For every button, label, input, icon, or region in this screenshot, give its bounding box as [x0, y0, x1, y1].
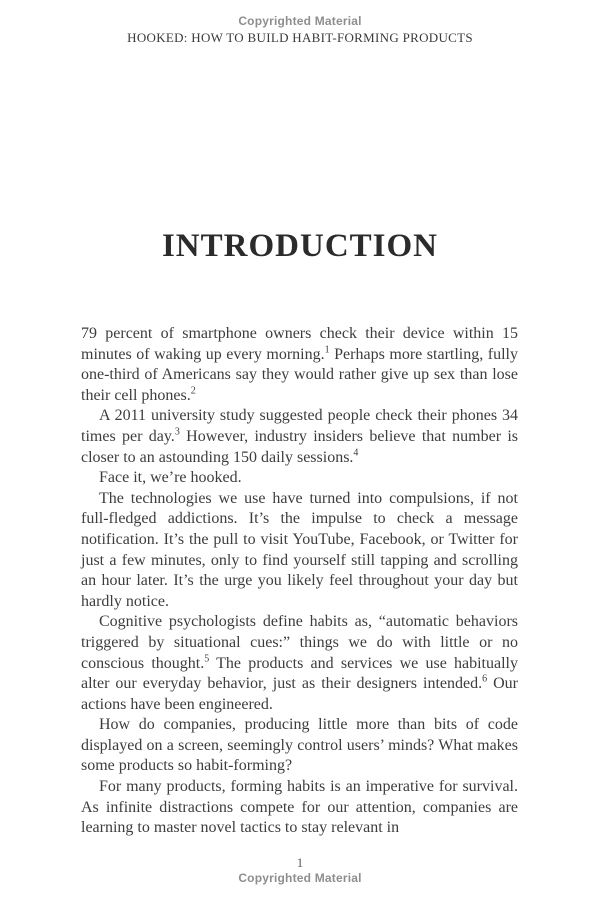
paragraph: The technologies we use have turned into compulsions, if not full-fledged addictions. It’s the impulse to check a message notification. It’s the pull to visit YouTube, Facebook, or Twitter for just a few minutes, only to find yourself still tapping and scrolling an hour later. It’s the urge you likely feel throughout your day but hardly notice. [81, 489, 518, 610]
footnote-reference: 5 [204, 653, 210, 665]
page-number: 1 [296, 855, 304, 870]
paragraph: 79 percent of smartphone owners check their device within 15 minutes of waking up every morning.$^1$ Perhaps more startling, fully one-third of Americans say they would rather give up sex than lose their cell phones.$^2$ [81, 325, 519, 404]
footnote-reference: 4 [353, 447, 359, 459]
running-header-title: HOOKED: HOW TO BUILD HABIT-FORMING PRODUCTS [127, 30, 473, 45]
paragraph: A 2011 university study suggested people check their phones 34 times per day.$^3$ However, industry insiders believe that number is closer to an astounding 150 daily sessions.$^4$ [81, 407, 519, 466]
footnote-reference: 1 [324, 344, 330, 356]
page-footer [0, 855, 600, 885]
footnote-reference: 3 [174, 426, 180, 438]
paragraph: Face it, we’re hooked. [99, 469, 242, 487]
footnote-reference: 2 [190, 385, 196, 397]
footnote-reference: 6 [482, 673, 488, 685]
body-text [81, 324, 518, 839]
paragraph: For many products, forming habits is an imperative for survival. As infinite distractions compete for our attention, companies are learning to master novel tactics to stay relevant in [81, 778, 518, 837]
page-header [0, 14, 600, 45]
paragraph: How do companies, producing little more than bits of code displayed on a screen, seemingly control users’ minds? What makes some products so habit-forming? [81, 716, 518, 775]
copyright-notice-bottom: Copyrighted Material [238, 871, 362, 885]
paragraph: Cognitive psychologists define habits as, “automatic behaviors triggered by situational cues:” things we do with little or no conscious thought.$^5$ The products and services we use habitually alter our everyday behavior, just as their designers intended.$^6$ Our actions have been engineered. [81, 613, 518, 713]
copyright-notice-top: Copyrighted Material [238, 14, 362, 28]
chapter-title: INTRODUCTION [161, 228, 439, 264]
